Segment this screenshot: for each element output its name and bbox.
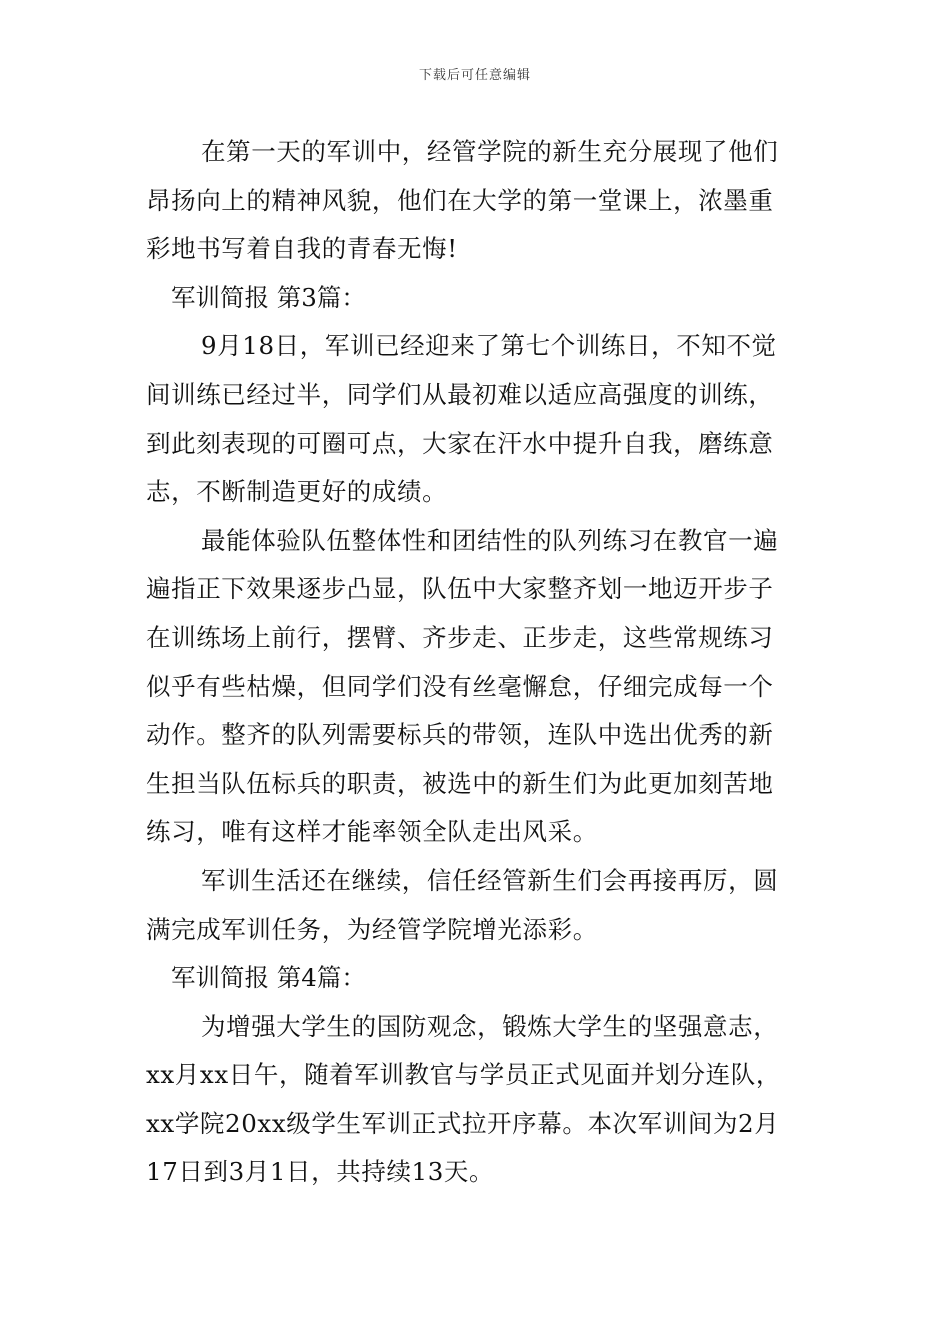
text-line: 在训练场上前行，摆臂、齐步走、正步走，这些常规练习 xyxy=(146,622,774,652)
paragraph-4 xyxy=(146,857,810,954)
text-line: 昂扬向上的精神风貌，他们在大学的第一堂课上，浓墨重 xyxy=(146,185,774,215)
paragraph-2 xyxy=(146,322,810,516)
text-line: 间训练已经过半，同学们从最初难以适应高强度的训练， xyxy=(146,379,774,409)
section-heading-3: 军训简报 第3篇： xyxy=(171,282,366,312)
section-heading-4: 军训简报 第4篇： xyxy=(171,963,366,993)
text-line: 最能体验队伍整体性和团结性的队列练习在教官一遍 xyxy=(201,525,779,555)
text-line: 练习，唯有这样才能率领全队走出风采。 xyxy=(146,817,598,847)
text-line: 17日到3月1日，共持续13天。 xyxy=(146,1157,495,1187)
text-line: xx学院20xx级学生军训正式拉开序幕。本次军训间为2月 xyxy=(146,1108,780,1138)
text-line: 志，不断制造更好的成绩。 xyxy=(146,477,448,507)
text-line: 满完成军训任务，为经管学院增光添彩。 xyxy=(146,914,598,944)
text-line: 在第一天的军训中，经管学院的新生充分展现了他们 xyxy=(201,137,779,166)
text-line: 军训生活还在继续，信任经管新生们会再接再厉，圆 xyxy=(201,865,779,895)
text-line: 彩地书写着自我的青春无悔! xyxy=(146,234,458,264)
document-body xyxy=(146,128,810,1197)
paragraph-1 xyxy=(146,128,810,274)
text-line: 生担当队伍标兵的职责，被选中的新生们为此更加刻苦地 xyxy=(146,768,774,798)
text-line: 到此刻表现的可圈可点，大家在汗水中提升自我，磨练意 xyxy=(146,428,774,458)
text-line: 9月18日，军训已经迎来了第七个训练日，不知不觉 xyxy=(201,331,777,361)
text-line: xx月xx日午，随着军训教官与学员正式见面并划分连队， xyxy=(146,1060,781,1090)
text-line: 为增强大学生的国防观念，锻炼大学生的坚强意志， xyxy=(201,1011,779,1041)
text-line: 动作。整齐的队列需要标兵的带领，连队中选出优秀的新 xyxy=(146,720,774,750)
text-line: 似乎有些枯燥，但同学们没有丝毫懈怠，仔细完成每一个 xyxy=(146,671,774,701)
paragraph-3 xyxy=(146,517,810,857)
page-header: 下载后可任意编辑 xyxy=(418,68,531,83)
text-line: 遍指正下效果逐步凸显，队伍中大家整齐划一地迈开步子 xyxy=(146,574,774,604)
paragraph-5 xyxy=(146,1003,810,1197)
